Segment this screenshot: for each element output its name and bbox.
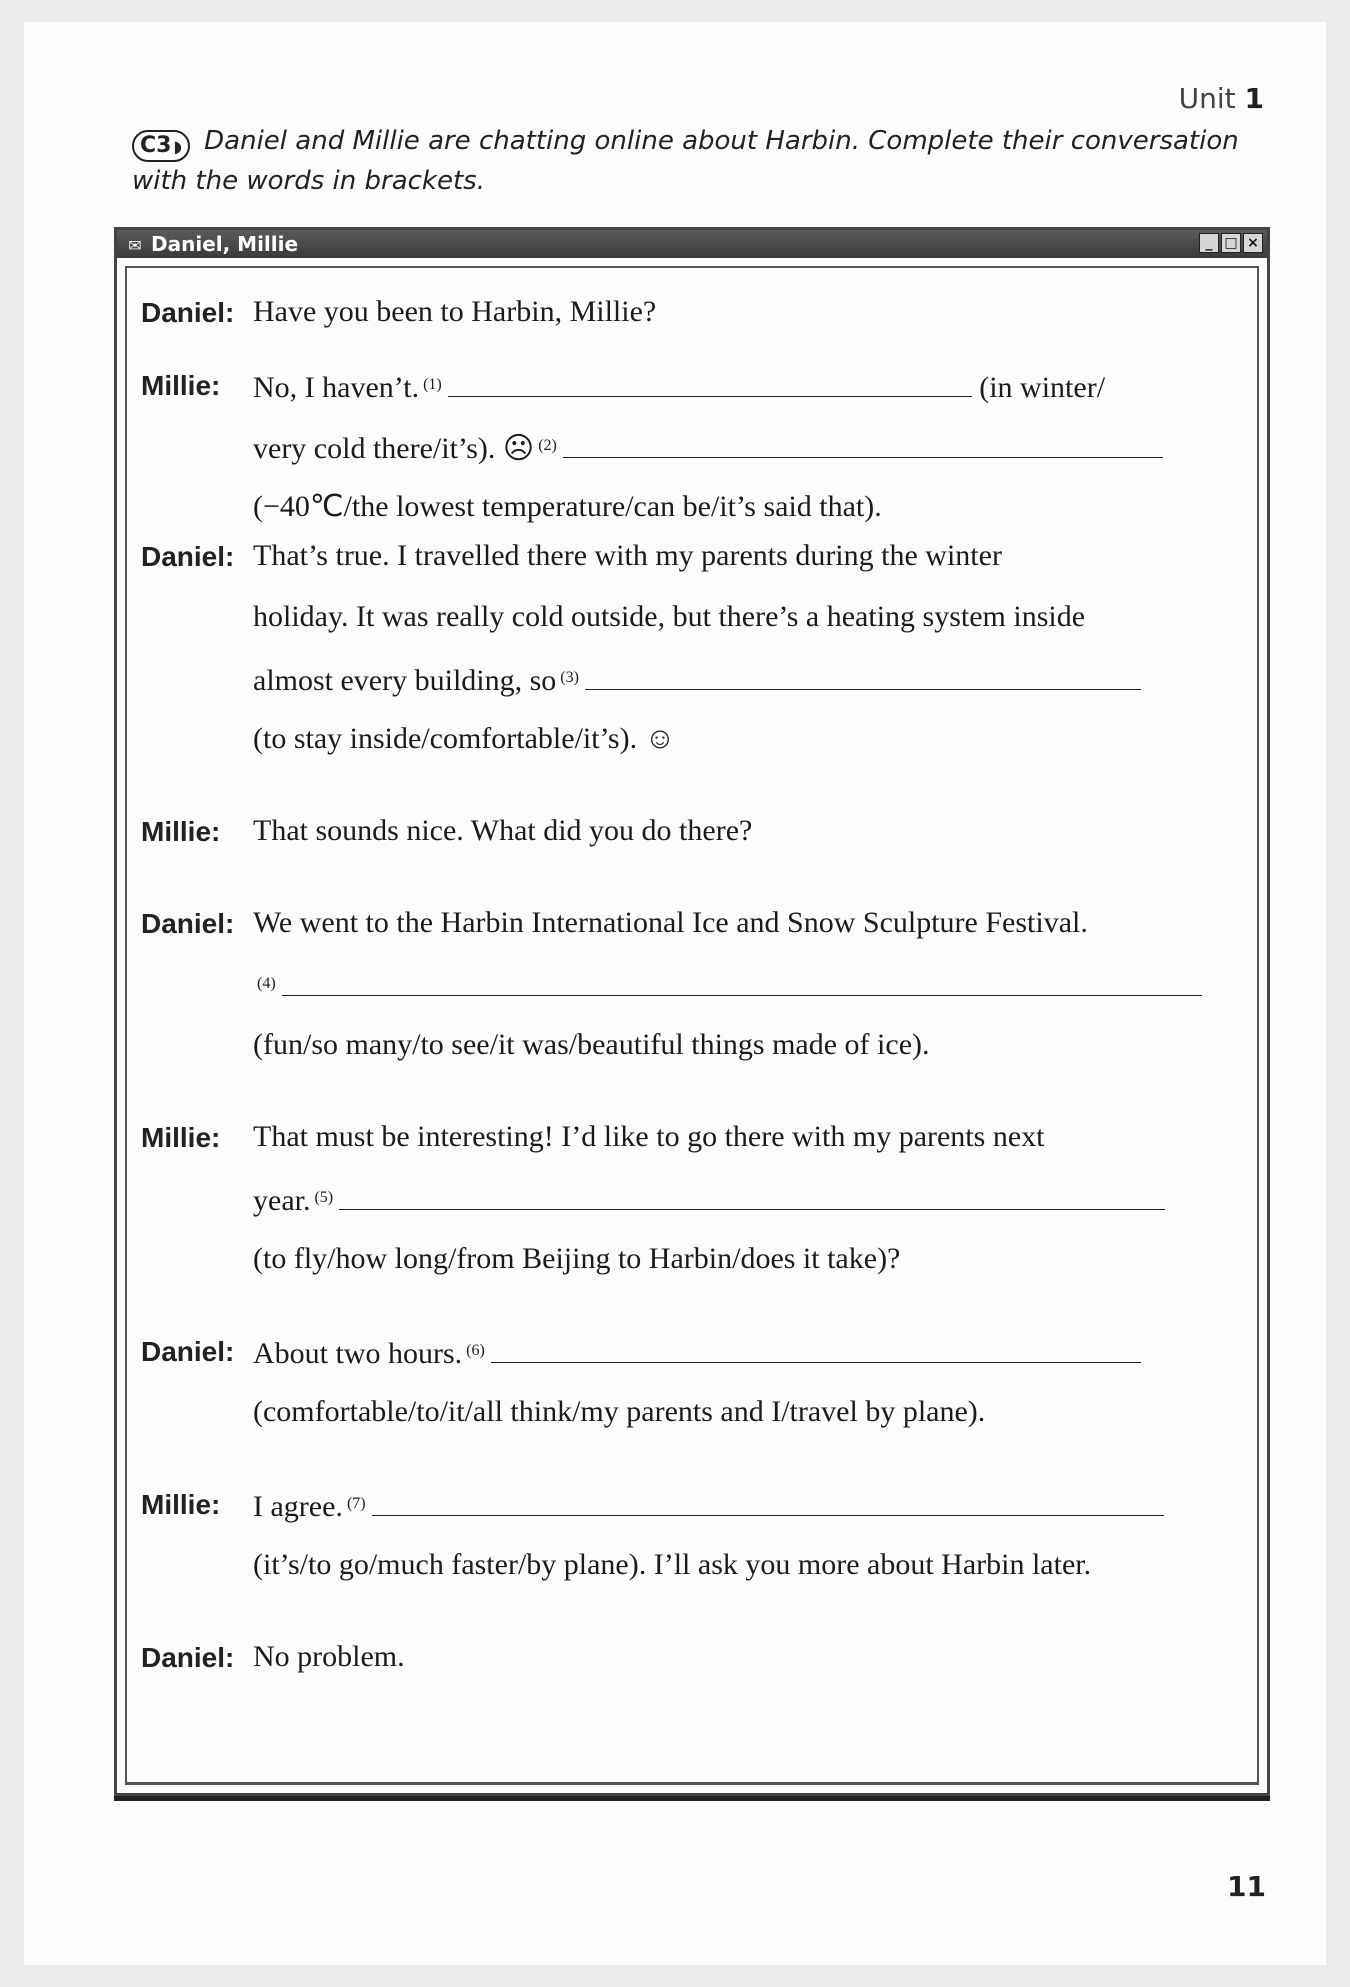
message-text (253, 525, 1245, 769)
exercise-number: C3 (140, 133, 172, 158)
message-line: (−40℃/the lowest temperature/can be/it’s said that). (253, 490, 882, 523)
answer-blank-1[interactable] (448, 374, 972, 397)
speaker-label: Millie: (141, 816, 221, 847)
message-text (253, 281, 1245, 342)
play-arrow-icon: ◗ (173, 137, 182, 156)
speaker-label: Daniel: (141, 1642, 235, 1673)
message-text (253, 800, 1245, 861)
exercise-instruction (132, 122, 1262, 200)
message-segment: very cold there/it’s). ☹ (253, 432, 535, 465)
speaker-label: Daniel: (141, 297, 235, 328)
maximize-icon[interactable]: □ (1221, 233, 1241, 253)
message-line (253, 953, 1245, 1014)
chat-bubble-icon: ✉ (128, 236, 142, 255)
blank-number: (5) (314, 1189, 334, 1206)
close-icon[interactable]: × (1243, 233, 1263, 253)
unit-number: 1 (1244, 82, 1264, 115)
message-line: Have you been to Harbin, Millie? (253, 295, 657, 328)
message-line (253, 415, 1245, 476)
message-line: (to stay inside/comfortable/it’s). ☺ (253, 722, 676, 755)
message-text (253, 892, 1245, 1075)
message-line: (to fly/how long/from Beijing to Harbin/does it take)? (253, 1242, 901, 1275)
window-titlebar[interactable] (117, 230, 1267, 258)
speaker-label: Daniel: (141, 1336, 235, 1367)
answer-blank-4[interactable] (282, 973, 1202, 996)
message-line: holiday. It was really cold outside, but there’s a heating system inside (253, 600, 1086, 633)
exercise-badge (132, 130, 190, 162)
speaker-label: Millie: (141, 1122, 221, 1153)
speaker-label: Millie: (141, 370, 221, 401)
speaker-label: Millie: (141, 1489, 221, 1520)
blank-number: (7) (346, 1495, 366, 1512)
message-segment: About two hours. (253, 1337, 463, 1370)
chat-content (125, 266, 1259, 1785)
message-segment: year. (253, 1184, 311, 1217)
message-text (253, 1320, 1245, 1442)
workbook-page (24, 22, 1326, 1965)
message-line: No problem. (253, 1640, 405, 1673)
message-text (253, 1473, 1245, 1595)
message-line: We went to the Harbin International Ice and Snow Sculpture Festival. (253, 906, 1088, 939)
message-segment: No, I haven’t. (253, 371, 420, 404)
message-line: That must be interesting! I’d like to go there with my parents next (253, 1120, 1045, 1153)
message-line: That’s true. I travelled there with my parents during the winter (253, 539, 1002, 572)
message-line (253, 1167, 1245, 1228)
message-line: That sounds nice. What did you do there? (253, 814, 753, 847)
message-line: (fun/so many/to see/it was/beautiful things made of ice). (253, 1028, 930, 1061)
blank-number: (6) (466, 1342, 485, 1359)
message-segment: (in winter/ (979, 371, 1106, 404)
answer-blank-2[interactable] (563, 435, 1163, 458)
page-number: 11 (1227, 1870, 1266, 1903)
answer-blank-6[interactable] (491, 1340, 1141, 1363)
answer-blank-7[interactable] (372, 1493, 1164, 1516)
answer-blank-5[interactable] (339, 1187, 1165, 1210)
message-line: (it’s/to go/much faster/by plane). I’ll ask you more about Harbin later. (253, 1548, 1092, 1581)
message-text (253, 354, 1245, 537)
unit-header (1179, 82, 1264, 115)
message-line (253, 1320, 1245, 1381)
chat-window (114, 227, 1270, 1796)
blank-number: (3) (560, 669, 579, 686)
instruction-text: Daniel and Millie are chatting online about Harbin. Complete their conversation with the words in brackets. (132, 126, 1239, 196)
answer-blank-3[interactable] (585, 667, 1141, 690)
blank-number: (4) (257, 975, 276, 992)
speaker-label: Daniel: (141, 908, 235, 939)
message-line (253, 647, 1245, 708)
blank-number: (2) (538, 437, 557, 454)
unit-label: Unit (1178, 82, 1236, 115)
window-controls (1197, 233, 1263, 261)
minimize-icon[interactable]: _ (1199, 233, 1219, 253)
message-line (253, 354, 1245, 415)
window-title: Daniel, Millie (151, 232, 299, 256)
message-segment: almost every building, so (253, 664, 557, 697)
message-line: (comfortable/to/it/all think/my parents and I/travel by plane). (253, 1395, 986, 1428)
message-text (253, 1626, 1245, 1687)
blank-number: (1) (423, 376, 442, 393)
message-line (253, 1473, 1245, 1534)
message-segment: I agree. (253, 1490, 343, 1523)
speaker-label: Daniel: (141, 541, 235, 572)
message-text (253, 1106, 1245, 1289)
